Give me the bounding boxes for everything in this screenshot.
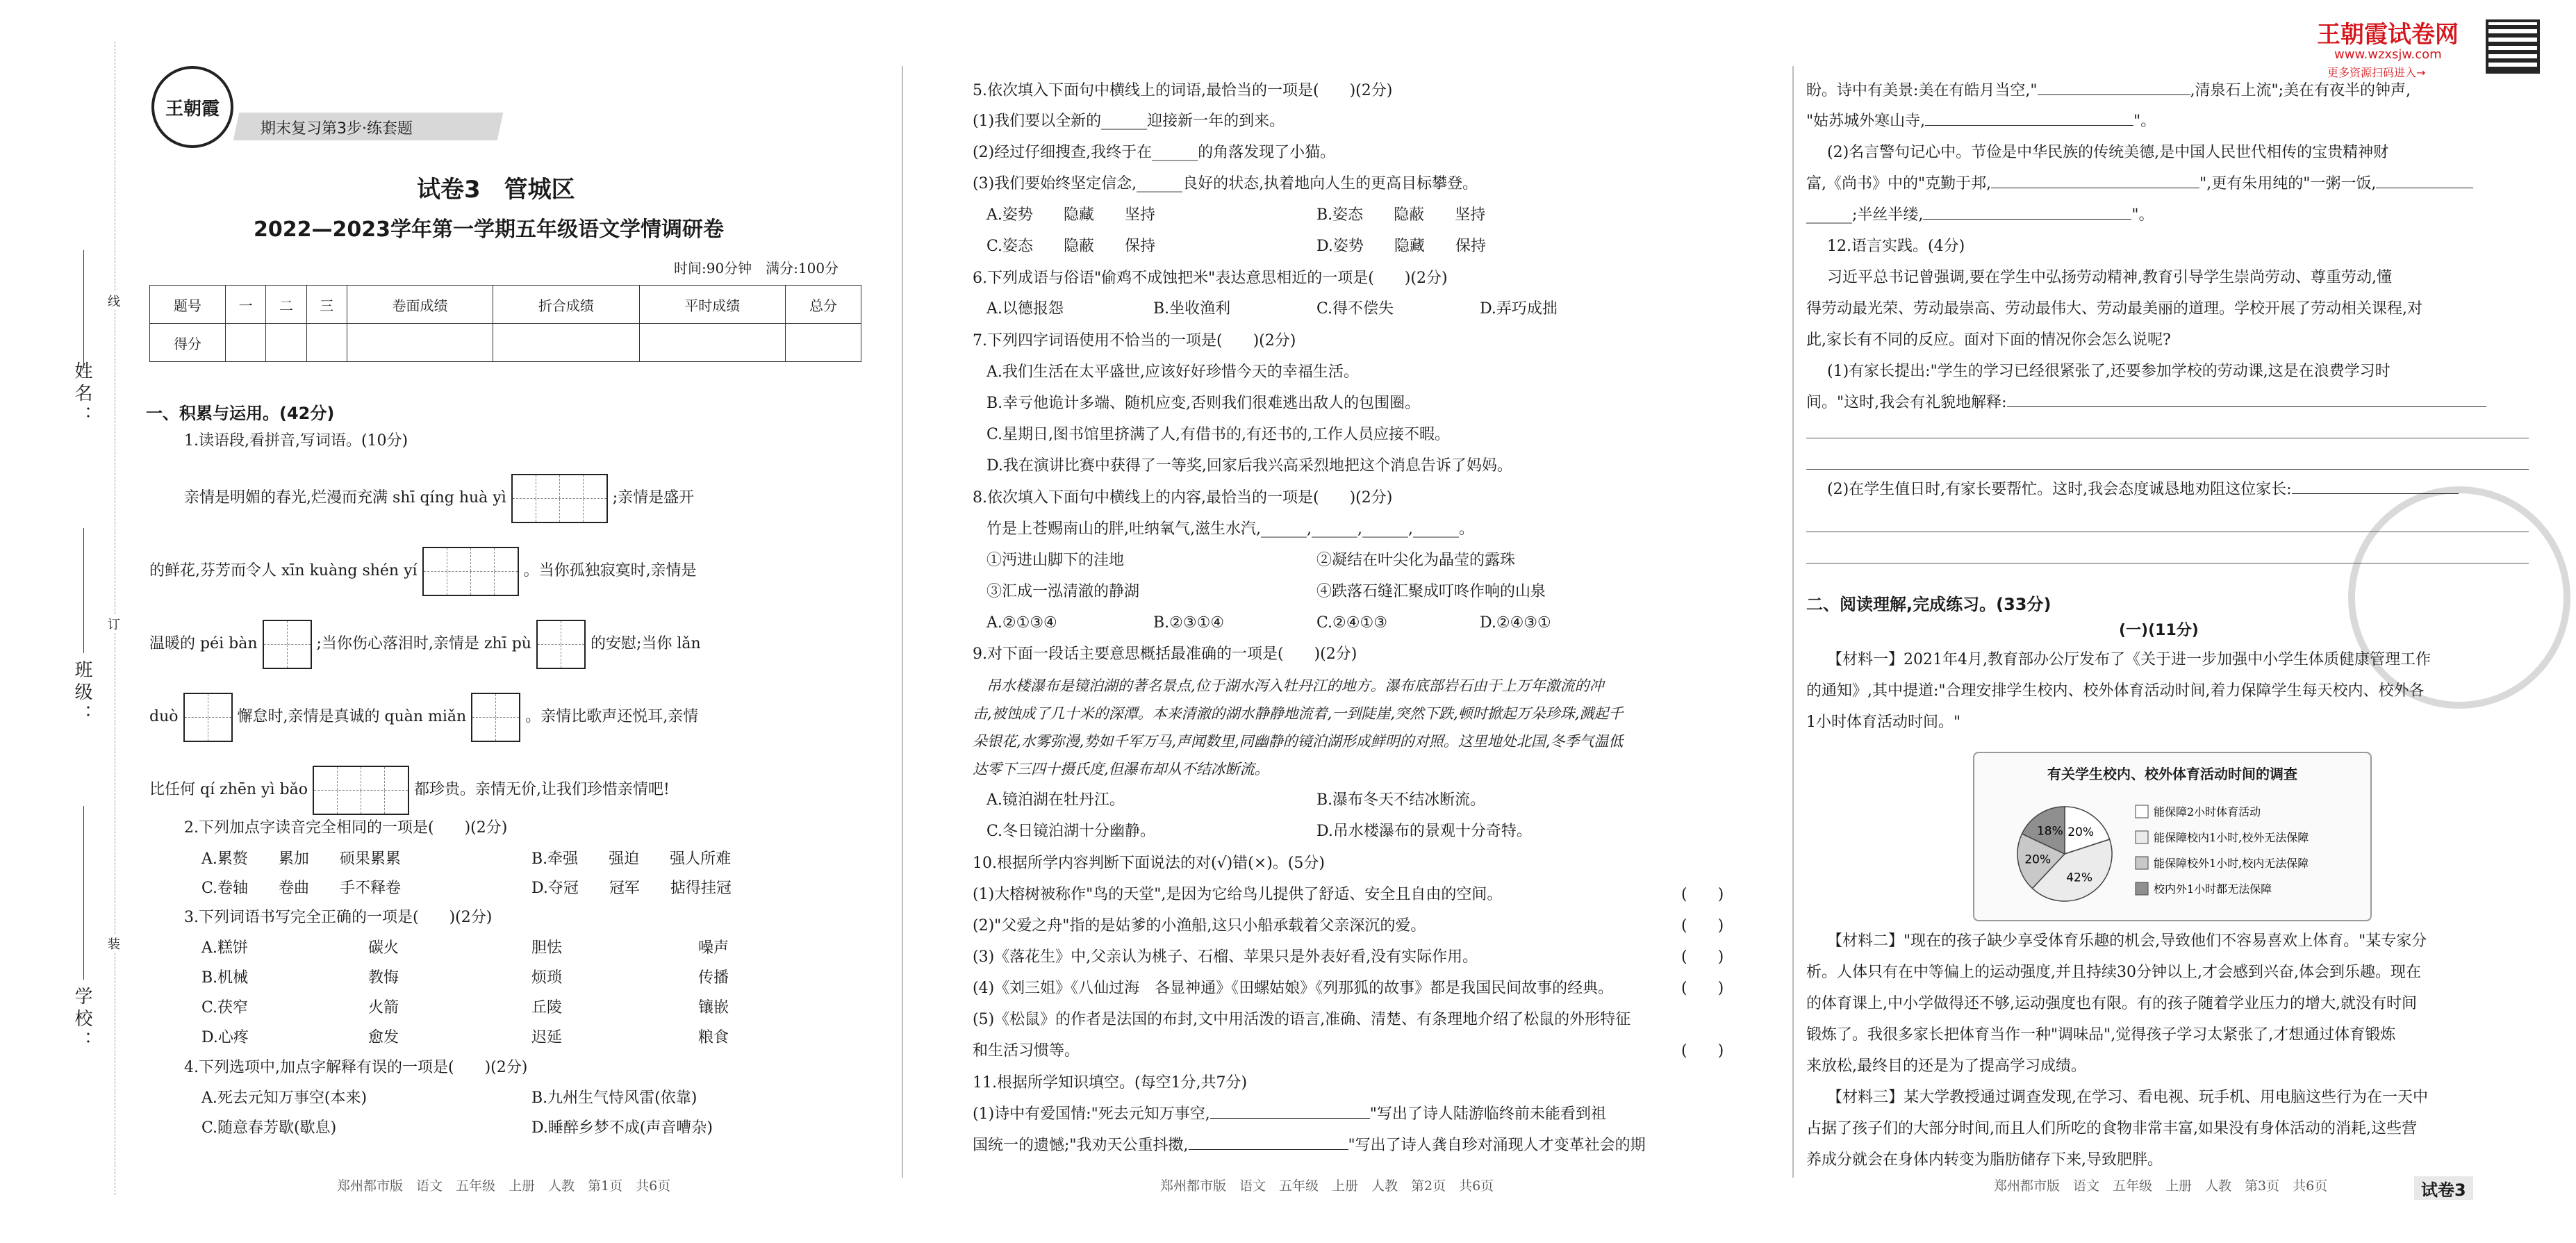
q10-stem: 10.根据所学内容判断下面说法的对(√)错(×)。(5分): [973, 855, 1325, 872]
q3-cell: 粮食: [698, 1029, 729, 1046]
score-header: 折合成绩: [493, 286, 639, 324]
paper-tag-text: 试卷3: [2421, 1180, 2466, 1200]
q9-passage: 击,被蚀成了几十米的深潭。本来清澈的湖水静静地流着,一到陡崖,突然下跌,顿时掀起万朵珍珠,溅起千: [973, 705, 1624, 722]
score-cell[interactable]: [493, 324, 639, 362]
q11-text: ",更有朱用纯的"一粥一饭,: [2199, 175, 2377, 192]
name-label: 姓名：: [72, 361, 92, 428]
score-cell[interactable]: [266, 324, 306, 362]
q3-cell: 愈发: [368, 1029, 399, 1046]
answer-grid[interactable]: [313, 766, 409, 815]
q7-option-d[interactable]: D.我在演讲比赛中获得了一等奖,回家后我兴高采烈地把这个消息告诉了妈妈。: [986, 457, 1512, 475]
q6-option-c[interactable]: C.得不偿失: [1316, 300, 1394, 318]
q7-option-c[interactable]: C.星期日,图书馆里挤满了人,有借书的,有还书的,工作人员应接不暇。: [986, 426, 1451, 443]
school-label: 学校：: [72, 987, 92, 1053]
q8-option-d[interactable]: D.②④③①: [1480, 614, 1551, 632]
q3-cell: 烦琐: [531, 969, 563, 987]
q11-line6: [1806, 174, 2473, 195]
score-cell[interactable]: [225, 324, 265, 362]
brand-url[interactable]: www.wzxsjw.com: [2334, 47, 2442, 62]
material-2: 来放松,最终目的还是为了提高学习成绩。: [1806, 1057, 2086, 1075]
q11-text: "。: [2133, 113, 2156, 130]
chart-title: 有关学生校内、校外体育活动时间的调查: [2047, 766, 2297, 782]
q1-text: ;当你伤心落泪时,亲情是 zhī pù: [316, 635, 531, 652]
q3-cell: 镶嵌: [698, 999, 729, 1016]
q5-option-c[interactable]: C.姿态 隐蔽 保持: [986, 238, 1156, 255]
q10-item: (5)《松鼠》的作者是法国的布封,文中用活泼的语言,准确、清楚、有条理地介绍了松鼠的外形特征: [973, 1011, 1631, 1028]
legend-swatch: [2136, 831, 2148, 843]
q9-stem: 9.对下面一段话主要意思概括最准确的一项是( )(2分): [973, 645, 1357, 663]
q2-stem: 2.下列加点字读音完全相同的一项是( )(2分): [184, 819, 508, 837]
material-1: 【材料一】2021年4月,教育部办公厅发布了《关于进一步加强中小学生体质健康管理工作: [1827, 651, 2431, 668]
q7-option-a[interactable]: A.我们生活在太平盛世,应该好好珍惜今天的幸福生活。: [986, 363, 1359, 381]
q8-item: ①沔进山脚下的洼地: [986, 552, 1125, 569]
fill-blank[interactable]: [2038, 94, 2190, 95]
q11-text: "写出了诗人陆游临终前未能看到祖: [1369, 1105, 1606, 1123]
exam-title: 试卷3 管城区: [417, 176, 575, 204]
q10-item: (4)《刘三姐》《八仙过海 各显神通》《田螺姑娘》《列那狐的故事》都是我国民间故事的经典。: [973, 980, 1614, 997]
answer-grid[interactable]: [536, 620, 586, 669]
q3-cell: 传播: [698, 969, 729, 987]
q3-cell: 火箭: [368, 999, 399, 1016]
score-cell[interactable]: [347, 324, 493, 362]
score-header: 一: [225, 286, 265, 324]
q10-answer-paren[interactable]: ( ): [1681, 948, 1724, 966]
q4-option-a[interactable]: A.死去元知万事空(本来): [201, 1089, 368, 1107]
q10-item: (2)"父爱之舟"指的是姑爹的小渔船,这只小船承载着父亲深沉的爱。: [973, 917, 1426, 935]
score-cell[interactable]: [306, 324, 347, 362]
q1-text: 温暖的 péi bàn: [149, 635, 258, 652]
q1-line4: [149, 691, 698, 743]
q4-option-b[interactable]: B.九州生气恃风雷(依靠): [531, 1089, 697, 1107]
q1-text: 都珍贵。亲情无价,让我们珍惜亲情吧!: [413, 781, 670, 798]
q11-text: "。: [2131, 206, 2154, 224]
answer-line[interactable]: [2007, 406, 2486, 407]
q1-text: 。亲情比歌声还悦耳,亲情: [525, 708, 699, 725]
score-header-row: [150, 286, 861, 324]
answer-grid[interactable]: [471, 693, 520, 742]
q11-text: "写出了诗人龚自珍对涌现人才变革社会的期: [1348, 1137, 1646, 1154]
score-header: 卷面成绩: [347, 286, 493, 324]
column-divider: [902, 66, 903, 1178]
fill-blank[interactable]: [1925, 125, 2133, 126]
q10-answer-paren[interactable]: ( ): [1681, 1042, 1724, 1060]
part1-title: 一、积累与运用。(42分): [146, 404, 335, 423]
logo-text: 王朝霞: [165, 98, 220, 120]
page-footer: 郑州都市版 语文 五年级 上册 人教 第1页 共6页: [337, 1178, 671, 1194]
paper-tag: [2414, 1176, 2473, 1200]
step-banner-text: 期末复习第3步·练套题: [261, 120, 413, 138]
fill-blank[interactable]: [1210, 1118, 1370, 1119]
score-table: [149, 285, 861, 362]
q11-text: 富,《尚书》中的"克勤于邦,: [1806, 175, 1992, 192]
q1-text: 。当你孤独寂寞时,亲情是: [523, 562, 697, 579]
legend-swatch: [2136, 805, 2148, 818]
q11-stem: 11.根据所学知识填空。(每空1分,共7分): [973, 1074, 1248, 1092]
score-cell[interactable]: [786, 324, 861, 362]
q3-cell[interactable]: A.糕饼: [201, 939, 248, 957]
material-3: 占据了孩子们的大部分时间,而且人们所吃的食物非常丰富,如果没有身体活动的消耗,这些营: [1806, 1120, 2417, 1137]
q8-item: ②凝结在叶尖化为晶莹的露珠: [1316, 552, 1516, 569]
q3-cell: 丘陵: [531, 999, 563, 1016]
material-3: 【材料三】某大学教授通过调查发现,在学习、看电视、玩手机、用电脑这些行为在一天中: [1827, 1089, 2428, 1106]
score-header: 总分: [786, 286, 861, 324]
q11-line4: [1806, 111, 2156, 132]
q2-option-c[interactable]: C.卷轴 卷曲 手不释卷: [201, 880, 402, 897]
survey-chart: [1973, 752, 2372, 921]
score-header: 三: [306, 286, 347, 324]
legend-swatch: [2136, 882, 2148, 895]
material-2: 【材料二】"现在的孩子缺少享受体育乐趣的机会,导致他们不容易喜欢上体育。"某专家分: [1827, 932, 2427, 950]
brand-tip: 更多资源扫码进入→: [2327, 66, 2426, 79]
score-cell[interactable]: [639, 324, 785, 362]
class-field-line[interactable]: [83, 528, 84, 653]
cut-mark: 装: [108, 935, 120, 953]
material-2: 的体育课上,中小学做得还不够,运动强度也有限。有的孩子随着学业压力的增大,就没有时间: [1806, 995, 2417, 1012]
q7-stem: 7.下列四字词语使用不恰当的一项是( )(2分): [973, 332, 1296, 349]
legend-swatch: [2136, 857, 2148, 869]
q11-line2: [973, 1135, 1646, 1156]
q4-option-c[interactable]: C.随意春芳歇(歇息): [201, 1119, 337, 1137]
q9-option-a[interactable]: A.镜泊湖在牡丹江。: [986, 791, 1125, 809]
q12-text: 间。"这时,我会有礼貌地解释:: [1806, 394, 2007, 411]
q12-stem: 12.语言实践。(4分): [1827, 238, 1965, 255]
q12-passage: 习近平总书记曾强调,要在学生中弘扬劳动精神,教育引导学生崇尚劳动、尊重劳动,懂: [1827, 269, 2392, 286]
q1-text: 的鲜花,芬芳而令人 xīn kuàng shén yí: [149, 562, 418, 579]
q6-option-d[interactable]: D.弄巧成拙: [1480, 300, 1558, 318]
q9-option-c[interactable]: C.冬日镜泊湖十分幽静。: [986, 823, 1156, 840]
score-row: [150, 324, 861, 362]
q12-part2: [1827, 479, 2459, 500]
q7-option-b[interactable]: B.幸亏他诡计多端、随机应变,否则我们很难逃出敌人的包围圈。: [986, 395, 1421, 412]
answer-line[interactable]: [2292, 493, 2459, 494]
q5-stem: 5.依次填入下面句中横线上的词语,最恰当的一项是( )(2分): [973, 82, 1393, 99]
material-1: 的通知》,其中提道:"合理安排学生校内、校外体育活动时间,着力保障学生每天校内、校外各: [1806, 682, 2425, 700]
q11-line1: [973, 1104, 1606, 1125]
brand-name: 王朝霞试卷网: [2317, 21, 2459, 49]
q11-text: ______;半丝半缕,: [1806, 206, 1924, 224]
logo: [151, 66, 233, 148]
q8-sentence: 竹是上苍赐南山的胖,吐纳氧气,滋生水汽,______,______,______,______。: [986, 520, 1474, 538]
q5-option-b[interactable]: B.姿态 隐蔽 坚持: [1316, 206, 1486, 224]
q1-text: 的安慰;当你 lǎn: [590, 635, 701, 652]
q3-cell[interactable]: B.机械: [201, 969, 249, 987]
q9-option-d[interactable]: D.吊水楼瀑布的景观十分奇特。: [1316, 823, 1532, 840]
watermark-stamp: [2348, 486, 2570, 709]
q2-option-b[interactable]: B.牵强 强迫 强人所难: [531, 850, 732, 868]
q1-stem: 1.读语段,看拼音,写词语。(10分): [184, 432, 408, 450]
q9-passage: 达零下三四十摄氏度,但瀑布却从不结冰断流。: [973, 761, 1269, 777]
q2-option-a[interactable]: A.累赘 累加 硕果累累: [201, 850, 401, 868]
answer-grid[interactable]: [511, 474, 608, 523]
pie-value-label: 20%: [2067, 825, 2095, 840]
school-field-line[interactable]: [83, 806, 84, 980]
cut-mark: 订: [108, 615, 120, 633]
answer-grid[interactable]: [422, 547, 519, 596]
material-3: 养成分就会在身体内转变为脂肪储存下来,导致肥胖。: [1806, 1151, 2163, 1169]
fill-blank[interactable]: [1189, 1149, 1348, 1150]
q11-text: "姑苏城外寒山寺,: [1806, 113, 1926, 130]
q6-option-b[interactable]: B.坐收渔利: [1153, 300, 1231, 318]
q5-sentence: (2)经过仔细搜查,我终于在______的角落发现了小猫。: [973, 144, 1336, 161]
q10-item: (1)大榕树被称作"鸟的天堂",是因为它给鸟儿提供了舒适、安全且自由的空间。: [973, 886, 1503, 903]
material-2: 析。人体只有在中等偏上的运动强度,并且持续30分钟以上,才会感到兴奋,体会到乐趣。现在: [1806, 964, 2421, 981]
fill-blank[interactable]: [1923, 219, 2131, 220]
score-row-label: 得分: [150, 324, 226, 362]
q11-line5: (2)名言警句记心中。节俭是中华民族的传统美德,是中国人民世代相传的宝贵精神财: [1827, 144, 2389, 161]
q1-text: 比任何 qí zhēn yì bǎo: [149, 781, 308, 798]
q12-text: (2)在学生值日时,有家长要帮忙。这时,我会态度诚恳地劝阻这位家长:: [1827, 481, 2292, 498]
q3-cell: 迟延: [531, 1029, 563, 1046]
q1-line1: [184, 472, 694, 524]
q11-line3: [1806, 81, 2411, 101]
q10-answer-paren[interactable]: ( ): [1681, 886, 1724, 903]
subsection-title: (一)(11分): [2119, 622, 2199, 639]
q8-option-a[interactable]: A.②①③④: [986, 614, 1057, 632]
page-footer: 郑州都市版 语文 五年级 上册 人教 第2页 共6页: [1160, 1178, 1494, 1194]
q12-part1-cont: [1806, 393, 2486, 413]
legend-label: 能保障校内1小时,校外无法保障: [2154, 831, 2309, 844]
q3-cell: 胆怯: [531, 939, 563, 957]
q1-line3: [149, 618, 701, 670]
q11-text: 盼。诗中有美景:美在有皓月当空,": [1806, 82, 2038, 99]
pie-value-label: 20%: [2024, 853, 2051, 867]
q10-answer-paren[interactable]: ( ): [1681, 917, 1724, 935]
q8-stem: 8.依次填入下面句中横线上的内容,最恰当的一项是( )(2分): [973, 489, 1393, 507]
material-2: 锻炼了。我很多家长把体育当作一种"调味品",觉得孩子学习太紧张了,才想通过体育锻炼: [1806, 1026, 2396, 1044]
page-footer: 郑州都市版 语文 五年级 上册 人教 第3页 共6页: [1994, 1178, 2328, 1194]
qr-code-icon[interactable]: [2486, 19, 2540, 74]
q10-item: 和生活习惯等。: [973, 1042, 1080, 1060]
q1-text: ;亲情是盛开: [612, 489, 695, 507]
q9-option-b[interactable]: B.瀑布冬天不结冰断流。: [1316, 791, 1486, 809]
cut-mark: 线: [108, 292, 120, 310]
q1-line5: [149, 764, 670, 816]
q1-line2: [149, 545, 697, 597]
q2-option-d[interactable]: D.夺冠 冠军 掂得挂冠: [531, 880, 732, 897]
q5-sentence: (1)我们要以全新的______迎接新一年的到来。: [973, 113, 1285, 130]
q11-text: 国统一的遗憾;"我劝天公重抖擞,: [973, 1137, 1189, 1154]
pie-value-label: 18%: [2036, 824, 2063, 839]
q8-option-b[interactable]: B.②③①④: [1153, 614, 1225, 632]
q6-option-a[interactable]: A.以德报怨: [986, 300, 1064, 318]
q3-cell[interactable]: C.茯窄: [201, 999, 249, 1016]
q3-stem: 3.下列词语书写完全正确的一项是( )(2分): [184, 909, 493, 926]
q12-passage: 此,家长有不同的反应。面对下面的情况你会怎么说呢?: [1806, 331, 2171, 349]
name-field-line[interactable]: [83, 250, 84, 368]
q10-item: (3)《落花生》中,父亲认为桃子、石榴、苹果只是外表好看,没有实际作用。: [973, 948, 1478, 966]
score-header: 二: [266, 286, 306, 324]
pie-value-label: 42%: [2066, 871, 2093, 885]
q3-cell: 教悔: [368, 969, 399, 987]
legend-label: 能保障2小时体育活动: [2154, 805, 2261, 818]
answer-grid[interactable]: [263, 620, 312, 669]
q11-text: (1)诗中有爱国情:"死去元知万事空,: [973, 1105, 1210, 1123]
q8-option-c[interactable]: C.②④①③: [1316, 614, 1387, 632]
q11-line7: [1806, 205, 2154, 226]
q11-text: ,清泉石上流";美在有夜半的钟声,: [2190, 82, 2411, 99]
answer-grid[interactable]: [183, 693, 233, 742]
q3-cell: 噪声: [698, 939, 729, 957]
q4-stem: 4.下列选项中,加点字解释有误的一项是( )(2分): [184, 1059, 528, 1076]
q9-passage: 吊水楼瀑布是镜泊湖的著名景点,位于湖水泻入牡丹江的地方。瀑布底部岩石由于上万年激流的冲: [986, 677, 1604, 694]
score-header: 平时成绩: [639, 286, 785, 324]
legend-label: 能保障校外1小时,校内无法保障: [2154, 857, 2309, 870]
exam-subtitle: 2022—2023学年第一学期五年级语文学情调研卷: [254, 217, 724, 242]
q4-option-d[interactable]: D.睡醉乡梦不成(声音嘈杂): [531, 1119, 713, 1137]
legend-label: 校内外1小时都无法保障: [2154, 882, 2272, 896]
part2-title: 二、阅读理解,完成练习。(33分): [1806, 595, 2051, 614]
q6-stem: 6.下列成语与俗语"偷鸡不成蚀把米"表达意思相近的一项是( )(2分): [973, 270, 1448, 287]
q9-passage: 朵银花,水雾弥漫,势如千军万马,声闻数里,同幽静的镜泊湖形成鲜明的对照。这里地处北国,冬季气温低: [973, 733, 1624, 750]
score-header: 题号: [150, 286, 226, 324]
q10-answer-paren[interactable]: ( ): [1681, 980, 1724, 997]
column-divider: [1792, 66, 1794, 1178]
q3-cell[interactable]: D.心疼: [201, 1029, 249, 1046]
material-1: 1小时体育活动时间。": [1806, 714, 1961, 731]
q12-passage: 得劳动最光荣、劳动最崇高、劳动最伟大、劳动最美丽的道理。学校开展了劳动相关课程,对: [1806, 300, 2422, 318]
q1-text: duò: [149, 708, 179, 725]
q8-item: ④跌落石缝汇聚成叮咚作响的山泉: [1316, 583, 1546, 600]
q5-option-d[interactable]: D.姿势 隐藏 保持: [1316, 238, 1486, 255]
exam-meta: 时间:90分钟 满分:100分: [674, 260, 839, 277]
pie-chart: [1974, 753, 2370, 920]
q5-sentence: (3)我们要始终坚定信念,______良好的状态,执着地向人生的更高目标攀登。: [973, 175, 1478, 192]
q5-option-a[interactable]: A.姿势 隐藏 坚持: [986, 206, 1155, 224]
q8-item: ③汇成一泓清澈的静湖: [986, 583, 1140, 600]
class-label: 班级：: [72, 660, 92, 727]
q1-text: 亲情是明媚的春光,烂漫而充满 shī qíng huà yì: [184, 489, 506, 507]
q3-cell: 碳火: [368, 939, 399, 957]
q1-text: 懈怠时,亲情是真诚的 quàn miǎn: [237, 708, 467, 725]
q12-part1: (1)有家长提出:"学生的学习已经很紧张了,还要参加学校的劳动课,这是在浪费学习时: [1827, 363, 2391, 380]
answer-line[interactable]: [1806, 469, 2529, 470]
